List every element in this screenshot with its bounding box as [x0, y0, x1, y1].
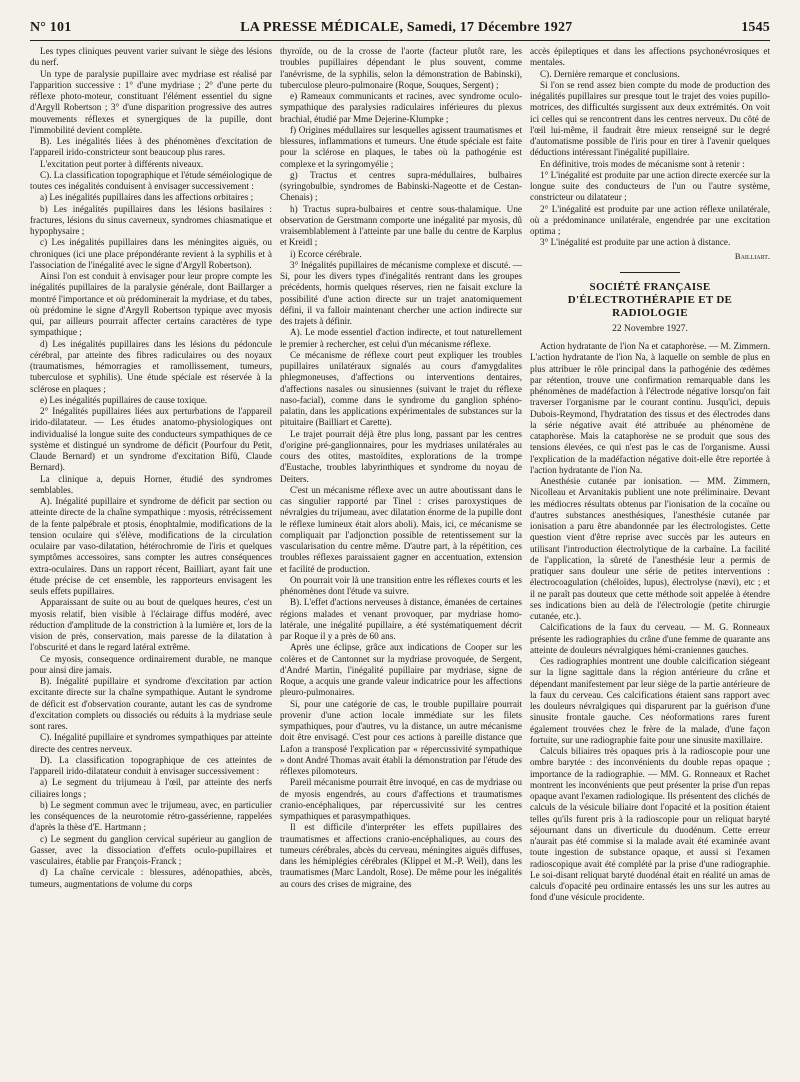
paragraph: b) Le segment commun avec le trijumeau, avec, en particulier les conséquences de la neurotomie rétro-gassérienne, rappelées d'après la thèse d'E. Hartmann ;: [30, 799, 272, 833]
paragraph: g) Tractus et centres supra-médullaires, bulbaires (syringobulbie, syndromes de Babinski-Nageotte et de Cestan-Chenais) ;: [280, 169, 522, 203]
paragraph: 2° L'inégalité est produite par une action réflexe unilatérale, où a prédominance unilatérale, engendrée par une excitation optima ;: [530, 203, 770, 236]
paragraph: Pareil mécanisme pourrait être invoqué, en cas de mydriase ou de myosis engendrés, au cours d'affections et traumatismes cranio-encéphaliques, par répercussivité sur les centres sympathiques et parasympathiques.: [280, 777, 522, 821]
paragraph: 3° L'inégalité est produite par une action à distance.: [540, 237, 731, 248]
paragraph: Si, pour une catégorie de cas, le trouble pupillaire pourrait provenir d'une action locale immédiate sur les filets sympathiques, pour d'autres, vu la distance, un autre mécanisme doit être envisagé. C'est pour ces actions à pareille distance que Lafon a transposé l'explication par « répercussivité sympathique » dont André Thomas avait établi la démonstration par l'étude des réflexes pilomoteurs.: [280, 698, 522, 776]
column-2: [280, 46, 522, 1072]
paragraph: e) Rameaux communicants et racines, avec syndrome oculo-sympathique des paralysies radiculaires inférieures du plexus brachial, étudié par Mme Dejerine-Klumpke ;: [280, 91, 522, 124]
paragraph: Les types cliniques peuvent varier suivant le siège des lésions du nerf.: [30, 46, 272, 68]
paragraph: Calcifications de la faux du cerveau. — M. G. Ronneaux présente les radiographies du crâne d'une femme de quarante ans atteinte de douleurs névralgiques hémi-craniennes gauches.: [530, 622, 770, 655]
issue-number: N° 101: [30, 20, 72, 35]
journal-title: LA PRESSE MÉDICALE, Samedi, 17 Décembre 1927: [240, 20, 573, 35]
paragraph: thyroïde, ou de la crosse de l'aorte (facteur plutôt rare, les troubles pupillaires dépendant le plus souvent, comme l'anévrisme, de la syphilis, selon la démonstration de Babinski), tuberculose pleuro-pulmonaire (Roque, Souques, Sergent) ;: [280, 46, 522, 90]
paragraph: C). Inégalité pupillaire et syndromes sympathiques par atteinte directe des centres nerveux.: [30, 732, 272, 754]
paragraph: Action hydratante de l'ion Na et cataphorèse. — M. Zimmern. L'action hydratante de l'ion Na, à laquelle on semble de plus en plus attribuer le rôle principal dans la pathogénie des œdèmes par rétention, trouve une confirmation remarquable dans les phénomènes de madéfaction à l'électrode négative lorsqu'on fait traverser l'organisme par le courant continu. Jusqu'ici, depuis Dubois-Reymond, l'hydratation des tissus et des électrodes dans la série négative avait été attribuée au phénomène de cataphorèse. Mais la cataphorèse ne se produit que sous des tensions élevées, ce qui n'est pas le cas de l'organisme. Aussi l'explication de la madéfaction négative doit-elle être reportée à l'action hydratante de l'ion Na.: [530, 341, 770, 475]
paragraph: c) Les inégalités pupillaires dans les méningites aiguës, ou chroniques (ici une place prépondérante revient à la syphilis et à l'association de l'inégalité avec le signe d'Argyll Robertson).: [30, 237, 272, 270]
page-number: 1545: [741, 20, 770, 35]
paragraph: Si l'on se rend assez bien compte du mode de production des inégalités pupillaires sur presque tout le trajet des voies pupillo-motrices, des difficultés surgissent aux deux extrémités. On voit ici celles qui se rencontrent dans les centres nerveux. Du côté de l'œil lui-même, il faudrait être mieux renseigné sur le degré d'automatisme possible de l'iris pour en tirer à l'avenir quelques déductions intéressant l'inégalité pupillaire.: [530, 79, 770, 158]
paragraph: Anesthésie cutanée par ionisation. — MM. Zimmern, Nicolleau et Arvanitakis publient une note préliminaire. Devant les médiocres résultats obtenus par l'ionisation de la cocaïne ou d'autres substances anesthésiques, l'anesthésie cutanée par ionisation a paru être abandonnée par les électrologistes. Cette question vient d'être reprise avec succès par les auteurs en utilisant l'introduction électrolytique de la carbaïne. La facilité de l'application, la sûreté de l'anesthésie leur a permis de pratiquer sans douleur une série de petites interventions : électrocoagulation (chéloïdes, lupus), électrolyse (nævi), etc ; et il ne paraît pas douteux que cette méthode soit appelée à étendre ses indications bien au delà de l'électrologie (petite chirurgie cutanée, etc.).: [530, 476, 770, 621]
paragraph: i) Ecorce cérébrale.: [290, 248, 362, 259]
paragraph: C'est un mécanisme réflexe avec un autre aboutissant dans le cas singulier rapporté par Tinel : crises paroxystiques de névralgies du trijumeau, avec dilatation énorme de la pupille dont le réflexe lumineux était alors aboli). Mais, ici, ce mécanisme se compliquait par l'adjonction possible de retentissement sur la vascularisation du centre même. D'autre part, à la répétition, ces troubles réflexes paraissaient gagner en accentuation, extension et facilité de production.: [280, 484, 522, 574]
section-divider: [620, 272, 680, 273]
paragraph: D). La classification topographique de ces atteintes de l'appareil irido-dilatateur conduit à envisager successivement :: [30, 754, 272, 776]
paragraph: A). Inégalité pupillaire et syndrome de déficit par section ou atteinte directe de la chaîne sympathique : myosis, rétrécissement de la fente palpébrale et ptosis, énophtalmie, modifications de la tension oculaire qui s'élève, modifications de la circulation oculaire par vaso-dilatation, hétérochromie de l'iris et quelques symptômes accessoires, sans compter les autres conséquences extra-oculaires. Dans un rapport récent, Bailliart, ayant fait une étude précise de cet ensemble, les rapporteurs envisagent les seuls effets pupillaires.: [30, 496, 272, 596]
paragraph: d) Les inégalités pupillaires dans les lésions du pédoncule cérébral, par atteinte des fibres radiculaires ou des noyaux (traumatismes, hémorragies et ramollissement, tumeurs, tuberculose et syphilis). Une étude spéciale est réservée à la sclérose en plaques ;: [30, 338, 272, 394]
paragraph: Ce myosis, consequence ordinairement durable, ne manque pour ainsi dire jamais.: [30, 653, 272, 675]
paragraph: a) Les inégalités pupillaires dans les affections orbitaires ;: [40, 192, 254, 203]
paragraph: C). La classification topographique et l'étude séméiologique de toutes ces inégalités conduisent à envisager successivement :: [30, 169, 272, 191]
paragraph: La clinique a, depuis Horner, étudié des syndromes semblables.: [30, 473, 272, 495]
paragraph: En définitive, trois modes de mécanisme sont à retenir :: [540, 158, 745, 169]
paragraph: B). L'effet d'actions nerveuses à distance, émanées de certaines régions malades et venant provoquer, par mydriase homo-latérale, une inégalité pupillaire, a été systématiquement décrit par Roque il y a près de 60 ans.: [280, 597, 522, 641]
paragraph: Calculs biliaires très opaques pris à la radioscopie pour une ombre barytée : des inconvénients du double repas opaque ; importance de la radiographie. — MM. G. Ronneaux et Rachet montrent les inconvénients que peut présenter la prise d'un repas opaque avant l'examen radiologique. Ils présentent des clichés de calculs de la vésicule biliaire dont l'opacité et la position étaient telles qu'ils furent pris à la radioscopie pour un reliquat baryté séjournant dans un diverticule du duodénum. Cette erreur n'aurait pas été commise si la malade avait été examinée avant toute ingestion de substance opaque, et aussi si l'examen radioscopique avait été complété par la prise d'une radiographie. Le soi-disant reliquat baryté duodénal était en réalité un amas de calculs d'opacité peu ordinaire entassés les uns sur les autres au fond d'une vésicule procidente.: [530, 746, 770, 903]
paragraph: 1° L'inégalité est produite par une action directe exercée sur la longue suite des conducteurs de l'un ou l'autre système, constricteur ou dilatateur ;: [530, 169, 770, 203]
paragraph: B). Inégalité pupillaire et syndrome d'excitation par action excitante directe sur la chaîne sympathique. Autant le syndrome de déficit est d'observation courante, autant les cas de syndrome d'excitation complets ou dissociés ou réduits à la mydriase seule sont rares.: [30, 676, 272, 731]
paragraph: h) Tractus supra-bulbaires et centre sous-thalamique. Une observation de Gerstmann comporte une inégalité par myosis, dû vraisemblablement à l'atteinte par une balle du centre de Karplus et Kreidl ;: [280, 203, 522, 248]
paragraph: Il est difficile d'interpréter les effets pupillaires des traumatismes et affections cranio-encéphaliques, au cours des tumeurs cérébrales, abcès du cerveau, méningites aiguës diffuses, dans les hémiplégies cérébrales (Klippel et M.-P. Weil), dans les traumatismes (Marc Landolt, Rose). De même pour les inégalités au cours des crises de migraine, des: [280, 822, 522, 889]
author-signature: Bailliart.: [734, 250, 770, 261]
paragraph: On pourrait voir là une transition entre les réflexes courts et les phénomènes dont l'étude va suivre.: [280, 574, 522, 596]
paragraph: accès épileptiques et dans les affections psychonévrosiques et mentales.: [530, 46, 770, 68]
column-3: [530, 46, 770, 1072]
paragraph: Ces radiographies montrent une double calcification siégeant sur la ligne sagittale dans la région antérieure du crâne et dépendant manifestement par leur siège de la partie antérieure de la faux du cerveau. Ces calcifications étaient sans rapport avec les douleurs névralgiques qui disparurent par la guérison d'une sinusite frontale gauche. Ces néoformations rares furent également trouvées chez le frère de la malade, d'une façon fortuite, sur une radiographie faite pour une sinusite maxillaire.: [530, 656, 770, 745]
header-rule: [30, 40, 770, 41]
paragraph: d) La chaîne cervicale : blessures, adénopathies, abcès, tumeurs, augmentations de volume du corps: [30, 867, 272, 889]
paragraph: b) Les inégalités pupillaires dans les lésions basilaires : fractures, lésions du sinus caverneux, syndromes chiasmatique et hypophysaire ;: [30, 203, 272, 236]
running-header: [30, 20, 770, 38]
paragraph: Après une éclipse, grâce aux indications de Cooper sur les colères et de Cantonnet sur la mydriase provoquée, de Sergent, d'André Martin, l'inégalité pupillaire par mydriase, signe de Roque, a acquis une grande valeur indicatrice pour les affections pleuro-pulmonaires.: [280, 642, 522, 698]
society-title: SOCIÉTÉ FRANÇAISE D'ÉLECTROTHÉRAPIE ET DE RADIOLOGIE: [567, 280, 733, 319]
paragraph: 2° Inégalités pupillaires liées aux perturbations de l'appareil irido-dilatateur. — Les études anatomo-physiologiques ont individualisé la longue suite des conducteurs sympathiques de ce système et distingué un syndrome de déficit (Pourfour du Petit, Claude Bernard) et un syndrome d'excitation Bifû, Claude Bernard).: [30, 406, 272, 473]
paragraph: e) Les inégalités pupillaires de cause toxique.: [40, 394, 208, 405]
paragraph: Ce mécanisme de réflexe court peut expliquer les troubles pupillaires unilatéraux signalés au cours d'amygdalites phlegmoneuses, d'affections ou interventions dentaires, d'affections nasales ou sinusiennes (suivant le trajet du réflexe naso-facial), comme dans le syndrome du ganglion sphéno-palatin, dans les applications expérimentales de substances sur la pituitaire (Bailliart et Carette).: [280, 349, 522, 428]
paragraph: Le trajet pourrait déjà être plus long, passant par les centres d'origine pré-ganglionnaires, pour les mydriases unilatérales au cours des otites, mastoïdites, explorations de la trompe d'Eustache, troubles labyrinthiques et syndrome du noyau de Deiters.: [280, 428, 522, 484]
society-date: 22 Novembre 1927.: [612, 323, 688, 334]
paragraph: L'excitation peut porter à différents niveaux.: [40, 158, 204, 169]
paragraph: Un type de paralysie pupillaire avec mydriase est réalisé par l'apparition successive : 1° d'une mydriase ; 2° d'une perte du réflexe photo-moteur, constituant l'élément essentiel du signe d'Argyll Robertson ; 3° d'une disparition progressive des autres mouvements réflexes et synergiques de la pupille, dont l'immobilité devient complète.: [30, 68, 272, 135]
paragraph: c) Le segment du ganglion cervical supérieur au ganglion de Gasser, avec la dissociation d'effets oculo-pupillaires et vasculaires, établie par François-Franck ;: [30, 833, 272, 866]
paragraph: A). Le mode essentiel d'action indirecte, et tout naturellement le premier à rechercher, est celui d'un mécanisme réflexe.: [280, 327, 522, 349]
paragraph: C). Dernière remarque et conclusions.: [540, 68, 680, 79]
paragraph: B). Les inégalités liées à des phénomènes d'excitation de l'appareil irido-constricteur sont beaucoup plus rares.: [30, 136, 272, 158]
column-1: [30, 46, 272, 1072]
paragraph: a) Le segment du trijumeau à l'œil, par atteinte des nerfs ciliaires longs ;: [30, 777, 272, 799]
paragraph: Ainsi l'on est conduit à envisager pour leur propre compte les inégalités pupillaires de la paralysie générale, dont Baillarger a montré l'importance et où prédominerait la mydriase, et du tabes, où prédomine le signe d'Argyll Robertson typique avec myosis qui, par ailleurs pourrait affecter certains caractères de type sympathique ;: [30, 271, 272, 338]
paragraph: 3° Inégalités pupillaires de mécanisme complexe et discuté. — Si, pour les divers types d'inégalités rentrant dans les groupes précédents, hormis quelques réserves, rien ne faisait exclure la possibilité d'une action directe sur un trajet anatomiquement défini, il va falloir maintenant chercher une action indirecte sur des trajets à définir.: [280, 259, 522, 326]
paragraph: f) Origines médullaires sur lesquelles agissent traumatismes et blessures, inflammations et tumeurs. Une étude spéciale est faite pour la sclérose en plaques, le tabes où la pathogénie est complexe et la syringomyélie ;: [280, 124, 522, 169]
paragraph: Apparaissant de suite ou au bout de quelques heures, c'est un myosis relatif, bien visible à l'éclairage diffus modéré, avec réduction d'amplitude de la constriction à la lumière et, lors de la vision de près, conservation, mais paresse de la dilatation à l'obscurité et dans le regard latéral extrême.: [30, 597, 272, 653]
